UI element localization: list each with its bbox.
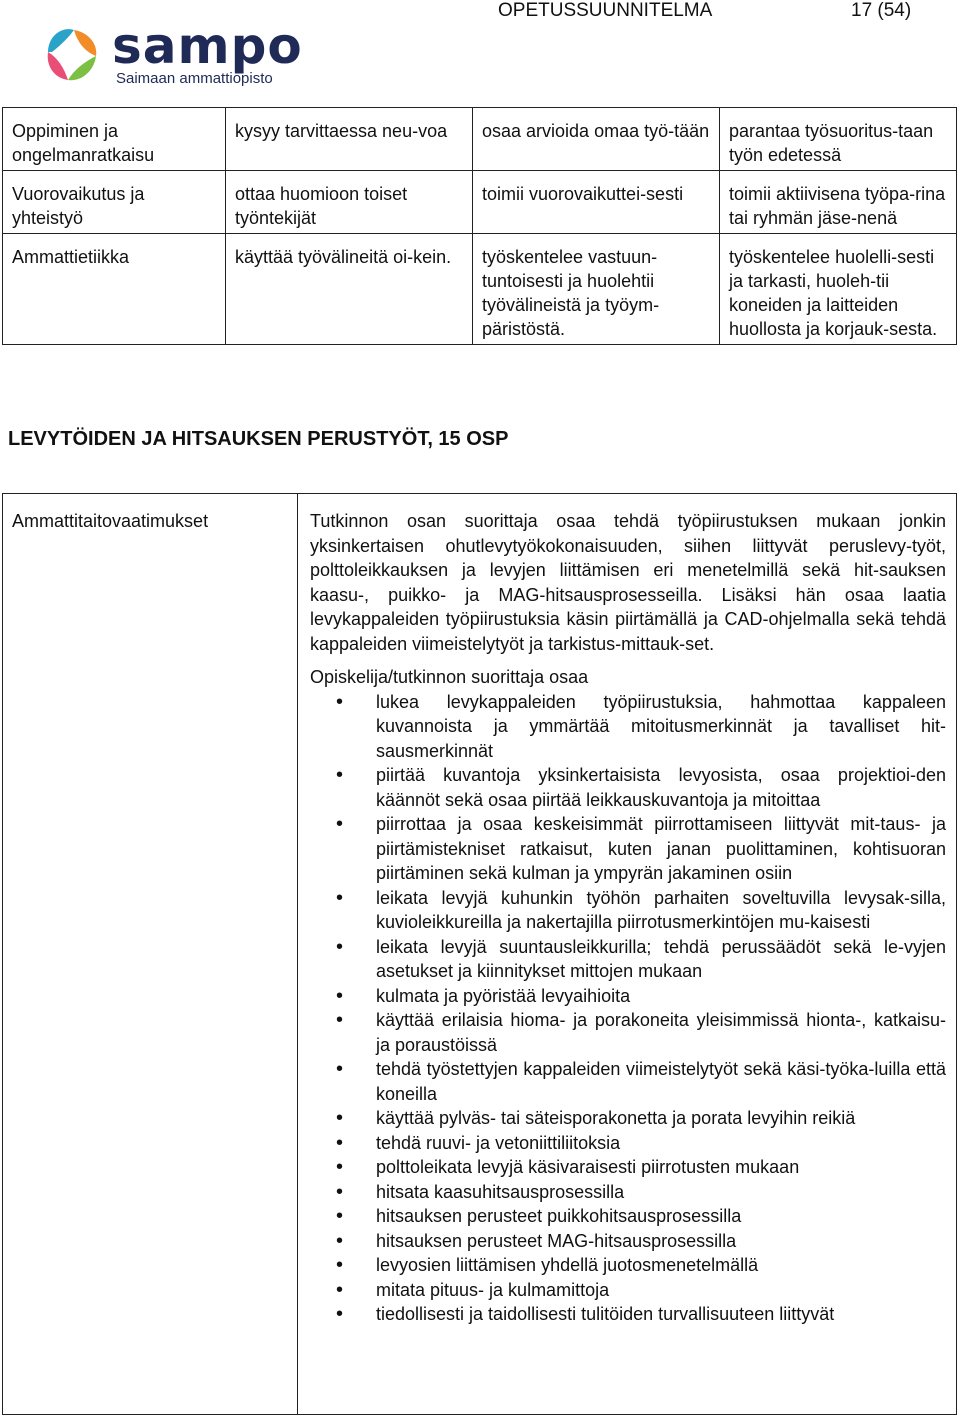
list-item: • piirtää kuvantoja yksinkertaisista levyosista, osaa projektioi-den käännöt sekä osaa piirtää leikkauskuvantoja ja mitoittaa <box>376 763 946 812</box>
requirements-content <box>298 494 957 1415</box>
table-cell: Vuorovaikutus ja yhteistyö <box>3 171 226 234</box>
logo-wordmark: sampo <box>112 17 303 75</box>
table-cell: työskentelee vastuun-tuntoisesti ja huolehtii työvälineistä ja työym-päristöstä. <box>473 234 720 345</box>
list-item: • käyttää pylväs- tai säteisporakonetta ja porata levyihin reikiä <box>376 1106 946 1131</box>
list-item: • mitata pituus- ja kulmamittoja <box>376 1278 946 1303</box>
logo-mark-icon <box>40 22 106 88</box>
skills-list <box>310 690 946 1327</box>
section-title: LEVYTÖIDEN JA HITSAUKSEN PERUSTYÖT, 15 OSP <box>8 428 509 450</box>
table-cell: toimii vuorovaikuttei-sesti <box>473 171 720 234</box>
table-cell: osaa arvioida omaa työ-tään <box>473 108 720 171</box>
page-number: 17 (54) <box>851 0 912 21</box>
table-cell: käyttää työvälineitä oi-kein. <box>226 234 473 345</box>
table-cell: toimii aktiivisena työpa-rina tai ryhmän jäse-nenä <box>720 171 957 234</box>
list-item: • hitsata kaasuhitsausprosessilla <box>376 1180 946 1205</box>
requirements-intro: Tutkinnon osan suorittaja osaa tehdä työpiirustuksen mukaan jonkin yksinkertaisen ohutlevytyökokonaisuuden, siihen liittyvät peruslevy-työt, polttoleikkauksen ja levyjen liittämisen eri menetelmillä sekä hit-sauksen kaasu-, puikko- ja MAG-hitsausprosesseilla. Lisäksi hän osaa laatia levykappaleiden työpiirustuksia käsin piirtämällä ja CAD-ohjelmalla sekä tehdä kappaleiden viimeistelytyöt ja tarkistus-mittauk-set. <box>310 511 946 654</box>
table-row <box>3 234 957 345</box>
requirements-lead: Opiskelija/tutkinnon suorittaja osaa <box>310 667 589 687</box>
list-item: • lukea levykappaleiden työpiirustuksia, hahmottaa kappaleen kuvannoista ja ymmärtää mitoitusmerkinnät ja tavalliset hit-sausmerkinnät <box>376 690 946 764</box>
list-item: • tehdä työstettyjen kappaleiden viimeistelytyöt sekä käsi-työka-luilla että koneilla <box>376 1057 946 1106</box>
list-item: • polttoleikata levyjä käsivaraisesti piirrotusten mukaan <box>376 1155 946 1180</box>
table-row <box>3 108 957 171</box>
table-cell: parantaa työsuoritus-taan työn edetessä <box>720 108 957 171</box>
requirements-table <box>2 493 957 1415</box>
list-item: • piirrottaa ja osaa keskeisimmät piirrottamiseen liittyvät mit-taus- ja piirtämistekniset ratkaisut, kuten janan puolittaminen, kohtisuoran piirtäminen sekä kulman ja ympyrän jakaminen osiin <box>376 812 946 886</box>
list-item: • hitsauksen perusteet puikkohitsausprosessilla <box>376 1204 946 1229</box>
sampo-logo <box>40 18 310 88</box>
table-cell: kysyy tarvittaessa neu-voa <box>226 108 473 171</box>
list-item: • leikata levyjä suuntausleikkurilla; tehdä perussäädöt sekä le-vyjen asetukset ja kiinnitykset mittojen mukaan <box>376 935 946 984</box>
table-cell: Oppiminen ja ongelmanratkaisu <box>3 108 226 171</box>
requirements-label: Ammattitaitovaatimukset <box>3 494 298 1415</box>
logo-subtitle: Saimaan ammattiopisto <box>116 70 273 87</box>
list-item: • kulmata ja pyöristää levyaihioita <box>376 984 946 1009</box>
table-cell: Ammattietiikka <box>3 234 226 345</box>
document-title: OPETUSSUUNNITELMA <box>498 0 713 21</box>
list-item: • leikata levyjä kuhunkin työhön parhaiten soveltuvilla levysak-silla, kuvioleikkureilla ja nakertajilla piirrotusmerkintöjen mu-kaisesti <box>376 886 946 935</box>
table-cell: ottaa huomioon toiset työntekijät <box>226 171 473 234</box>
list-item: • levyosien liittämisen yhdellä juotosmenetelmällä <box>376 1253 946 1278</box>
list-item: • hitsauksen perusteet MAG-hitsausprosessilla <box>376 1229 946 1254</box>
list-item: • tiedollisesti ja taidollisesti tulitöiden turvallisuuteen liittyvät <box>376 1302 946 1327</box>
assessment-criteria-table <box>2 107 957 345</box>
table-cell: työskentelee huolelli-sesti ja tarkasti, huoleh-tii koneiden ja laitteiden huollosta ja korjauk-sesta. <box>720 234 957 345</box>
list-item: • tehdä ruuvi- ja vetoniittiliitoksia <box>376 1131 946 1156</box>
table-row <box>3 171 957 234</box>
table-row <box>3 494 957 1415</box>
list-item: • käyttää erilaisia hioma- ja porakoneita yleisimmissä hionta-, katkaisu- ja poraustöissä <box>376 1008 946 1057</box>
